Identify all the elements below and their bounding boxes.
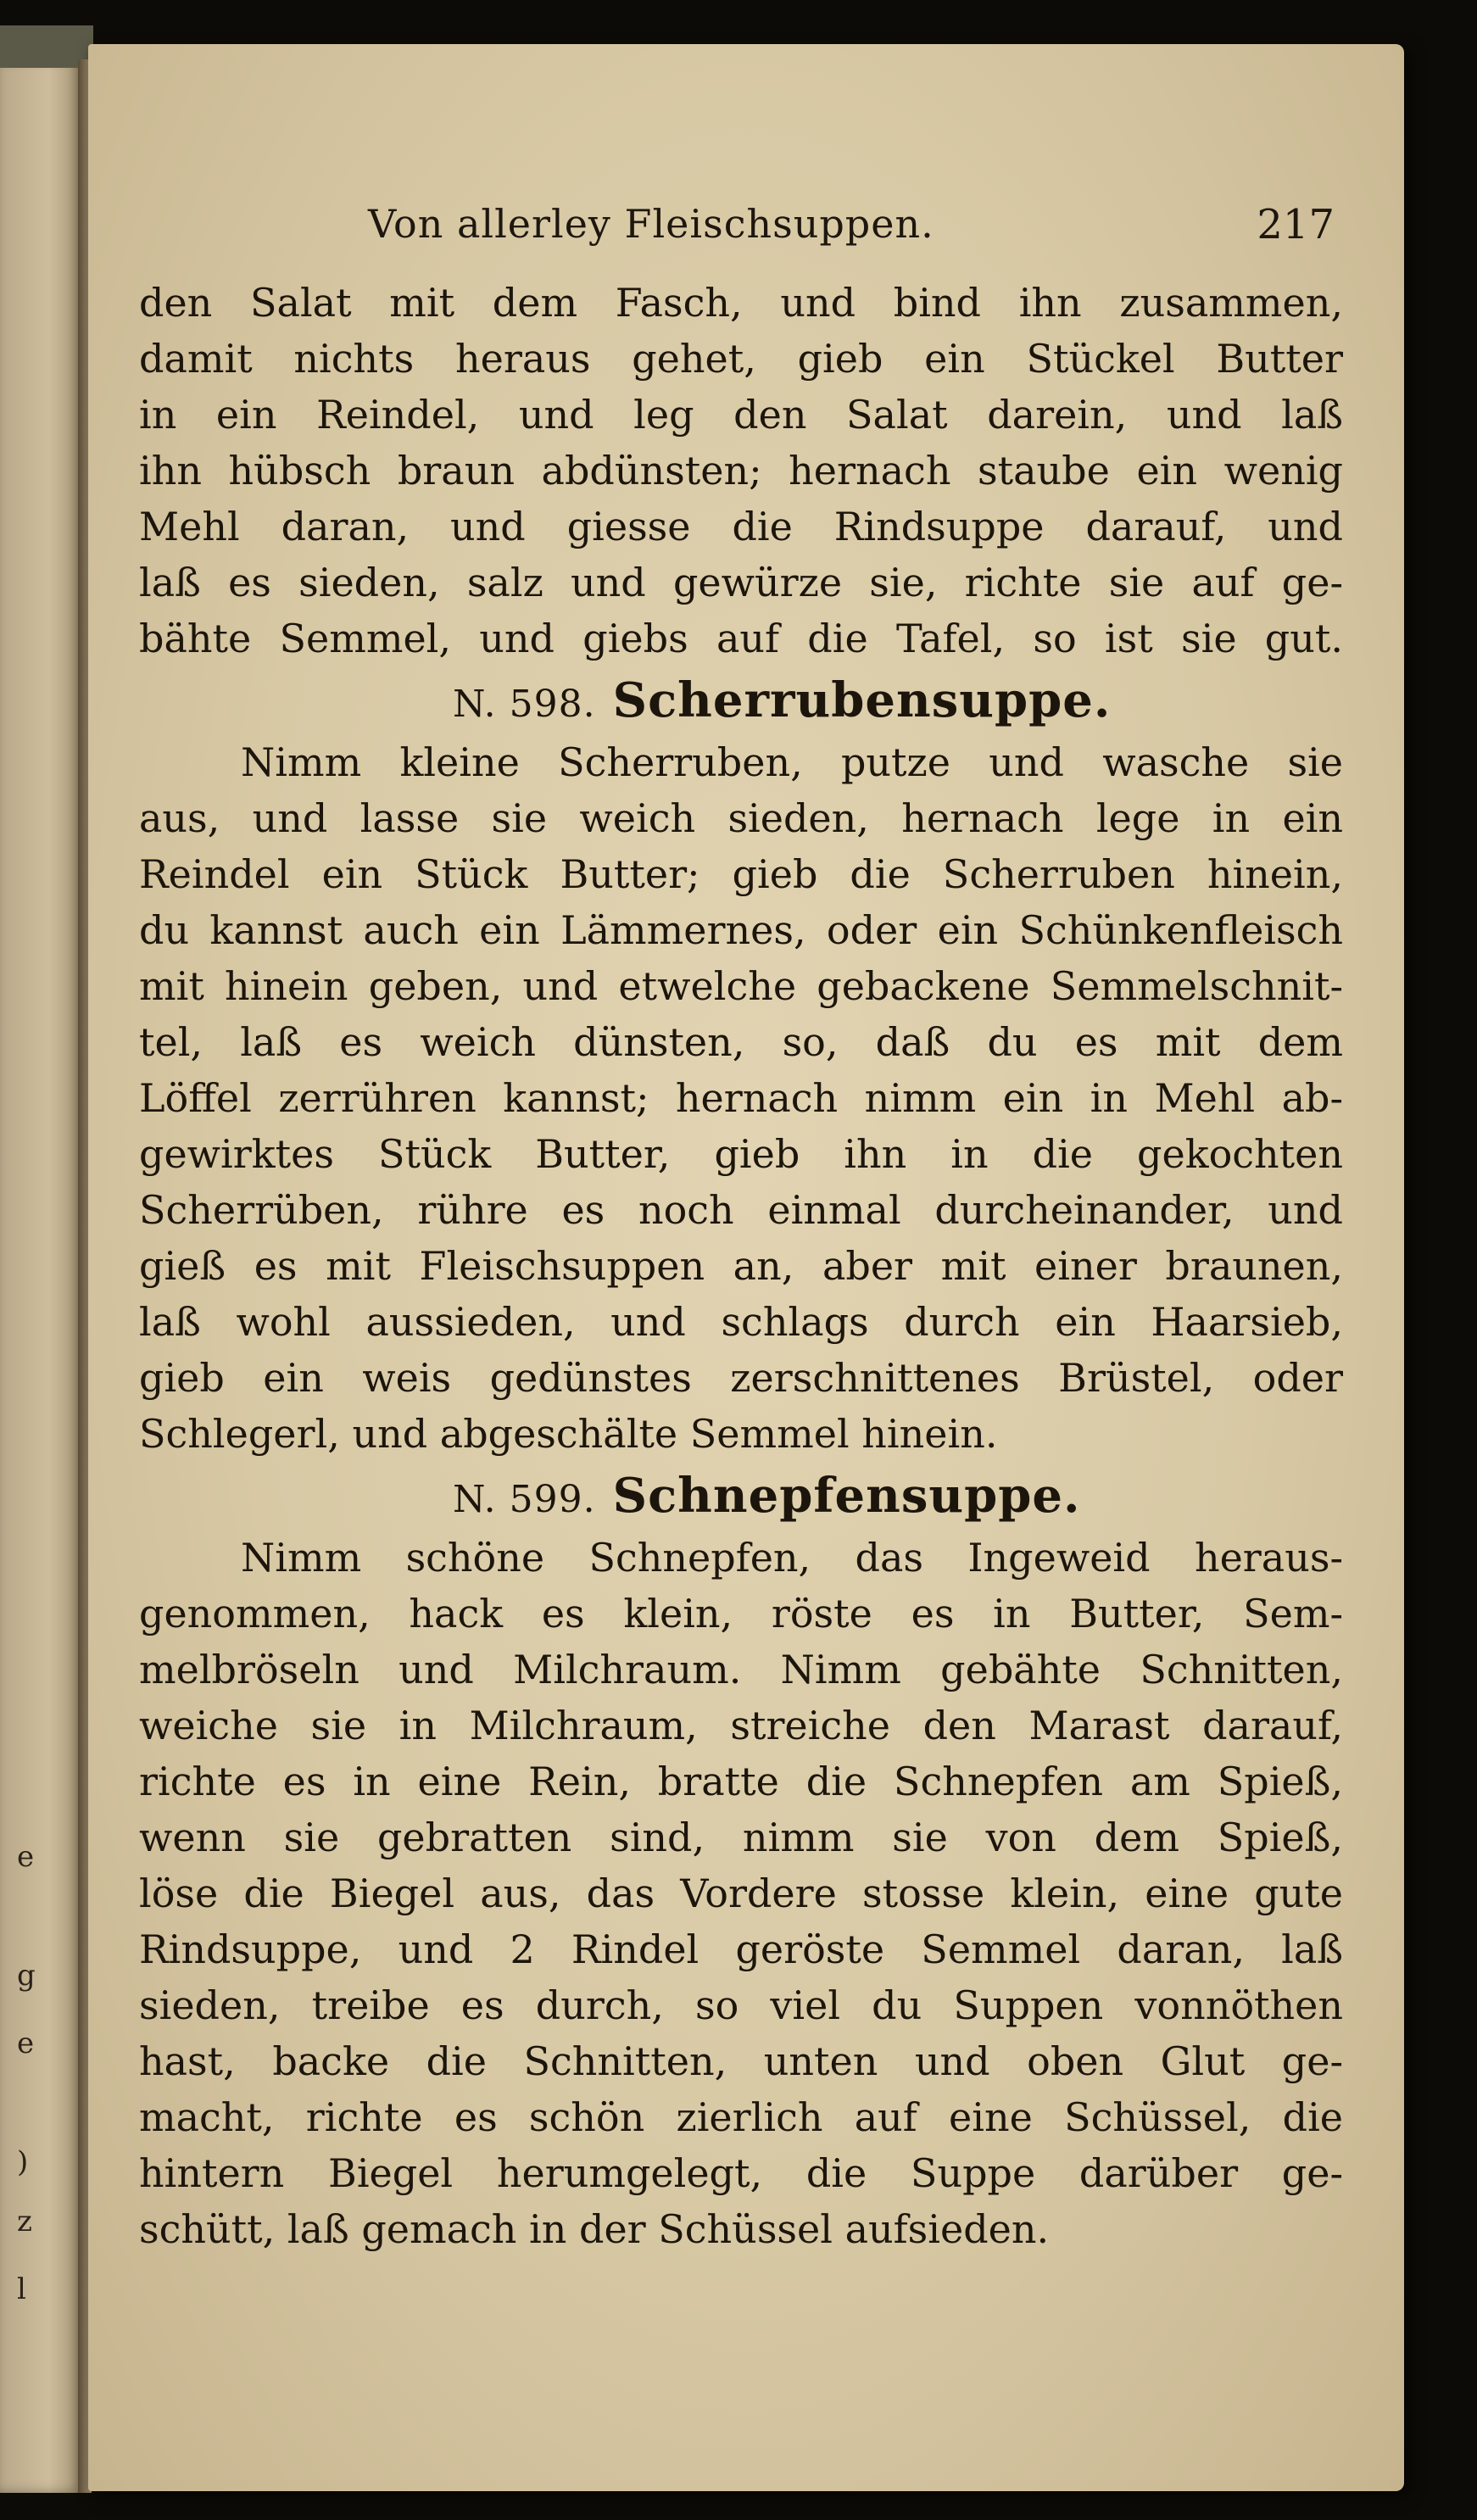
- text-line: den Salat mit dem Fasch, und bind ihn zusammen,: [139, 280, 1343, 326]
- text-line: tel, laß es weich dünsten, so, daß du es mit dem: [139, 1019, 1343, 1065]
- text-line: hast, backe die Schnitten, unten und oben Glut ge-: [139, 2038, 1343, 2084]
- text-line: ihn hübsch braun abdünsten; hernach staube ein wenig: [139, 448, 1343, 493]
- text-line: laß wohl aussieden, und schlags durch ein Haarsieb,: [139, 1299, 1343, 1345]
- text-line: Rindsuppe, und 2 Rindel geröste Semmel daran, laß: [139, 1926, 1343, 1972]
- left-facing-page: [0, 59, 81, 2493]
- text-line: Schlegerl, und abgeschälte Semmel hinein.: [139, 1411, 998, 1457]
- text-line: Löffel zerrühren kannst; hernach nimm ein in Mehl ab-: [139, 1075, 1343, 1121]
- text-line: löse die Biegel aus, das Vordere stosse klein, eine gute: [139, 1870, 1343, 1916]
- left-margin-char: g: [17, 1959, 36, 1993]
- text-line: richte es in eine Rein, bratte die Schnepfen am Spieß,: [139, 1759, 1343, 1804]
- left-margin-char: ): [17, 2145, 29, 2179]
- recipe-number: N. 598.: [453, 683, 596, 726]
- running-head: [368, 201, 1335, 260]
- text-line: damit nichts heraus gehet, gieb ein Stückel Butter: [139, 336, 1343, 382]
- text-line: macht, richte es schön zierlich auf eine Schüssel, die: [139, 2094, 1343, 2140]
- text-line: gewirktes Stück Butter, gieb ihn in die gekochten: [139, 1131, 1343, 1177]
- text-line: Nimm kleine Scherruben, putze und wasche sie: [241, 739, 1343, 785]
- left-margin-char: e: [17, 2027, 35, 2060]
- text-line: gieb ein weis gedünstes zerschnittenes Brüstel, oder: [139, 1355, 1343, 1401]
- text-line: schütt, laß gemach in der Schüssel aufsieden.: [139, 2206, 1050, 2252]
- text-line: weiche sie in Milchraum, streiche den Marast darauf,: [139, 1703, 1343, 1748]
- recipe-title: Schnepfensuppe.: [612, 1468, 1081, 1524]
- body-text: [139, 275, 1343, 2257]
- text-line: hintern Biegel herumgelegt, die Suppe darüber ge-: [139, 2150, 1343, 2196]
- text-line: Nimm schöne Schnepfen, das Ingeweid heraus-: [241, 1535, 1343, 1581]
- book-page: [88, 44, 1404, 2491]
- text-line: Mehl daran, und giesse die Rindsuppe darauf, und: [139, 504, 1343, 549]
- text-line: du kannst auch ein Lämmernes, oder ein Schünkenfleisch: [139, 907, 1343, 953]
- text-line: in ein Reindel, und leg den Salat darein, und laß: [139, 392, 1343, 438]
- text-line: sieden, treibe es durch, so viel du Suppen vonnöthen: [139, 1982, 1343, 2028]
- recipe-number: N. 599.: [453, 1478, 596, 1521]
- text-line: aus, und lasse sie weich sieden, hernach lege in ein: [139, 795, 1343, 841]
- left-margin-char: z: [17, 2205, 32, 2238]
- running-head-title: Von allerley Fleischsuppen.: [368, 201, 934, 247]
- text-line: melbröseln und Milchraum. Nimm gebähte Schnitten,: [139, 1647, 1343, 1692]
- recipe-title: Scherrubensuppe.: [612, 672, 1112, 728]
- text-line: genommen, hack es klein, röste es in Butter, Sem-: [139, 1591, 1343, 1636]
- page-number: 217: [1257, 201, 1335, 248]
- text-line: gieß es mit Fleischsuppen an, aber mit einer braunen,: [139, 1243, 1343, 1289]
- recipe-heading-598: [139, 666, 1343, 734]
- recipe-heading-599: [139, 1462, 1343, 1530]
- text-line: wenn sie gebratten sind, nimm sie von dem Spieß,: [139, 1815, 1343, 1860]
- text-line: bähte Semmel, und giebs auf die Tafel, so ist sie gut.: [139, 616, 1343, 661]
- text-line: Reindel ein Stück Butter; gieb die Scherruben hinein,: [139, 851, 1343, 897]
- text-line: laß es sieden, salz und gewürze sie, richte sie auf ge-: [139, 560, 1343, 605]
- text-line: mit hinein geben, und etwelche gebackene Semmelschnit-: [139, 963, 1343, 1009]
- left-margin-char: l: [17, 2272, 26, 2306]
- text-line: Scherrüben, rühre es noch einmal durcheinander, und: [139, 1187, 1343, 1233]
- left-margin-char: e: [17, 1840, 35, 1874]
